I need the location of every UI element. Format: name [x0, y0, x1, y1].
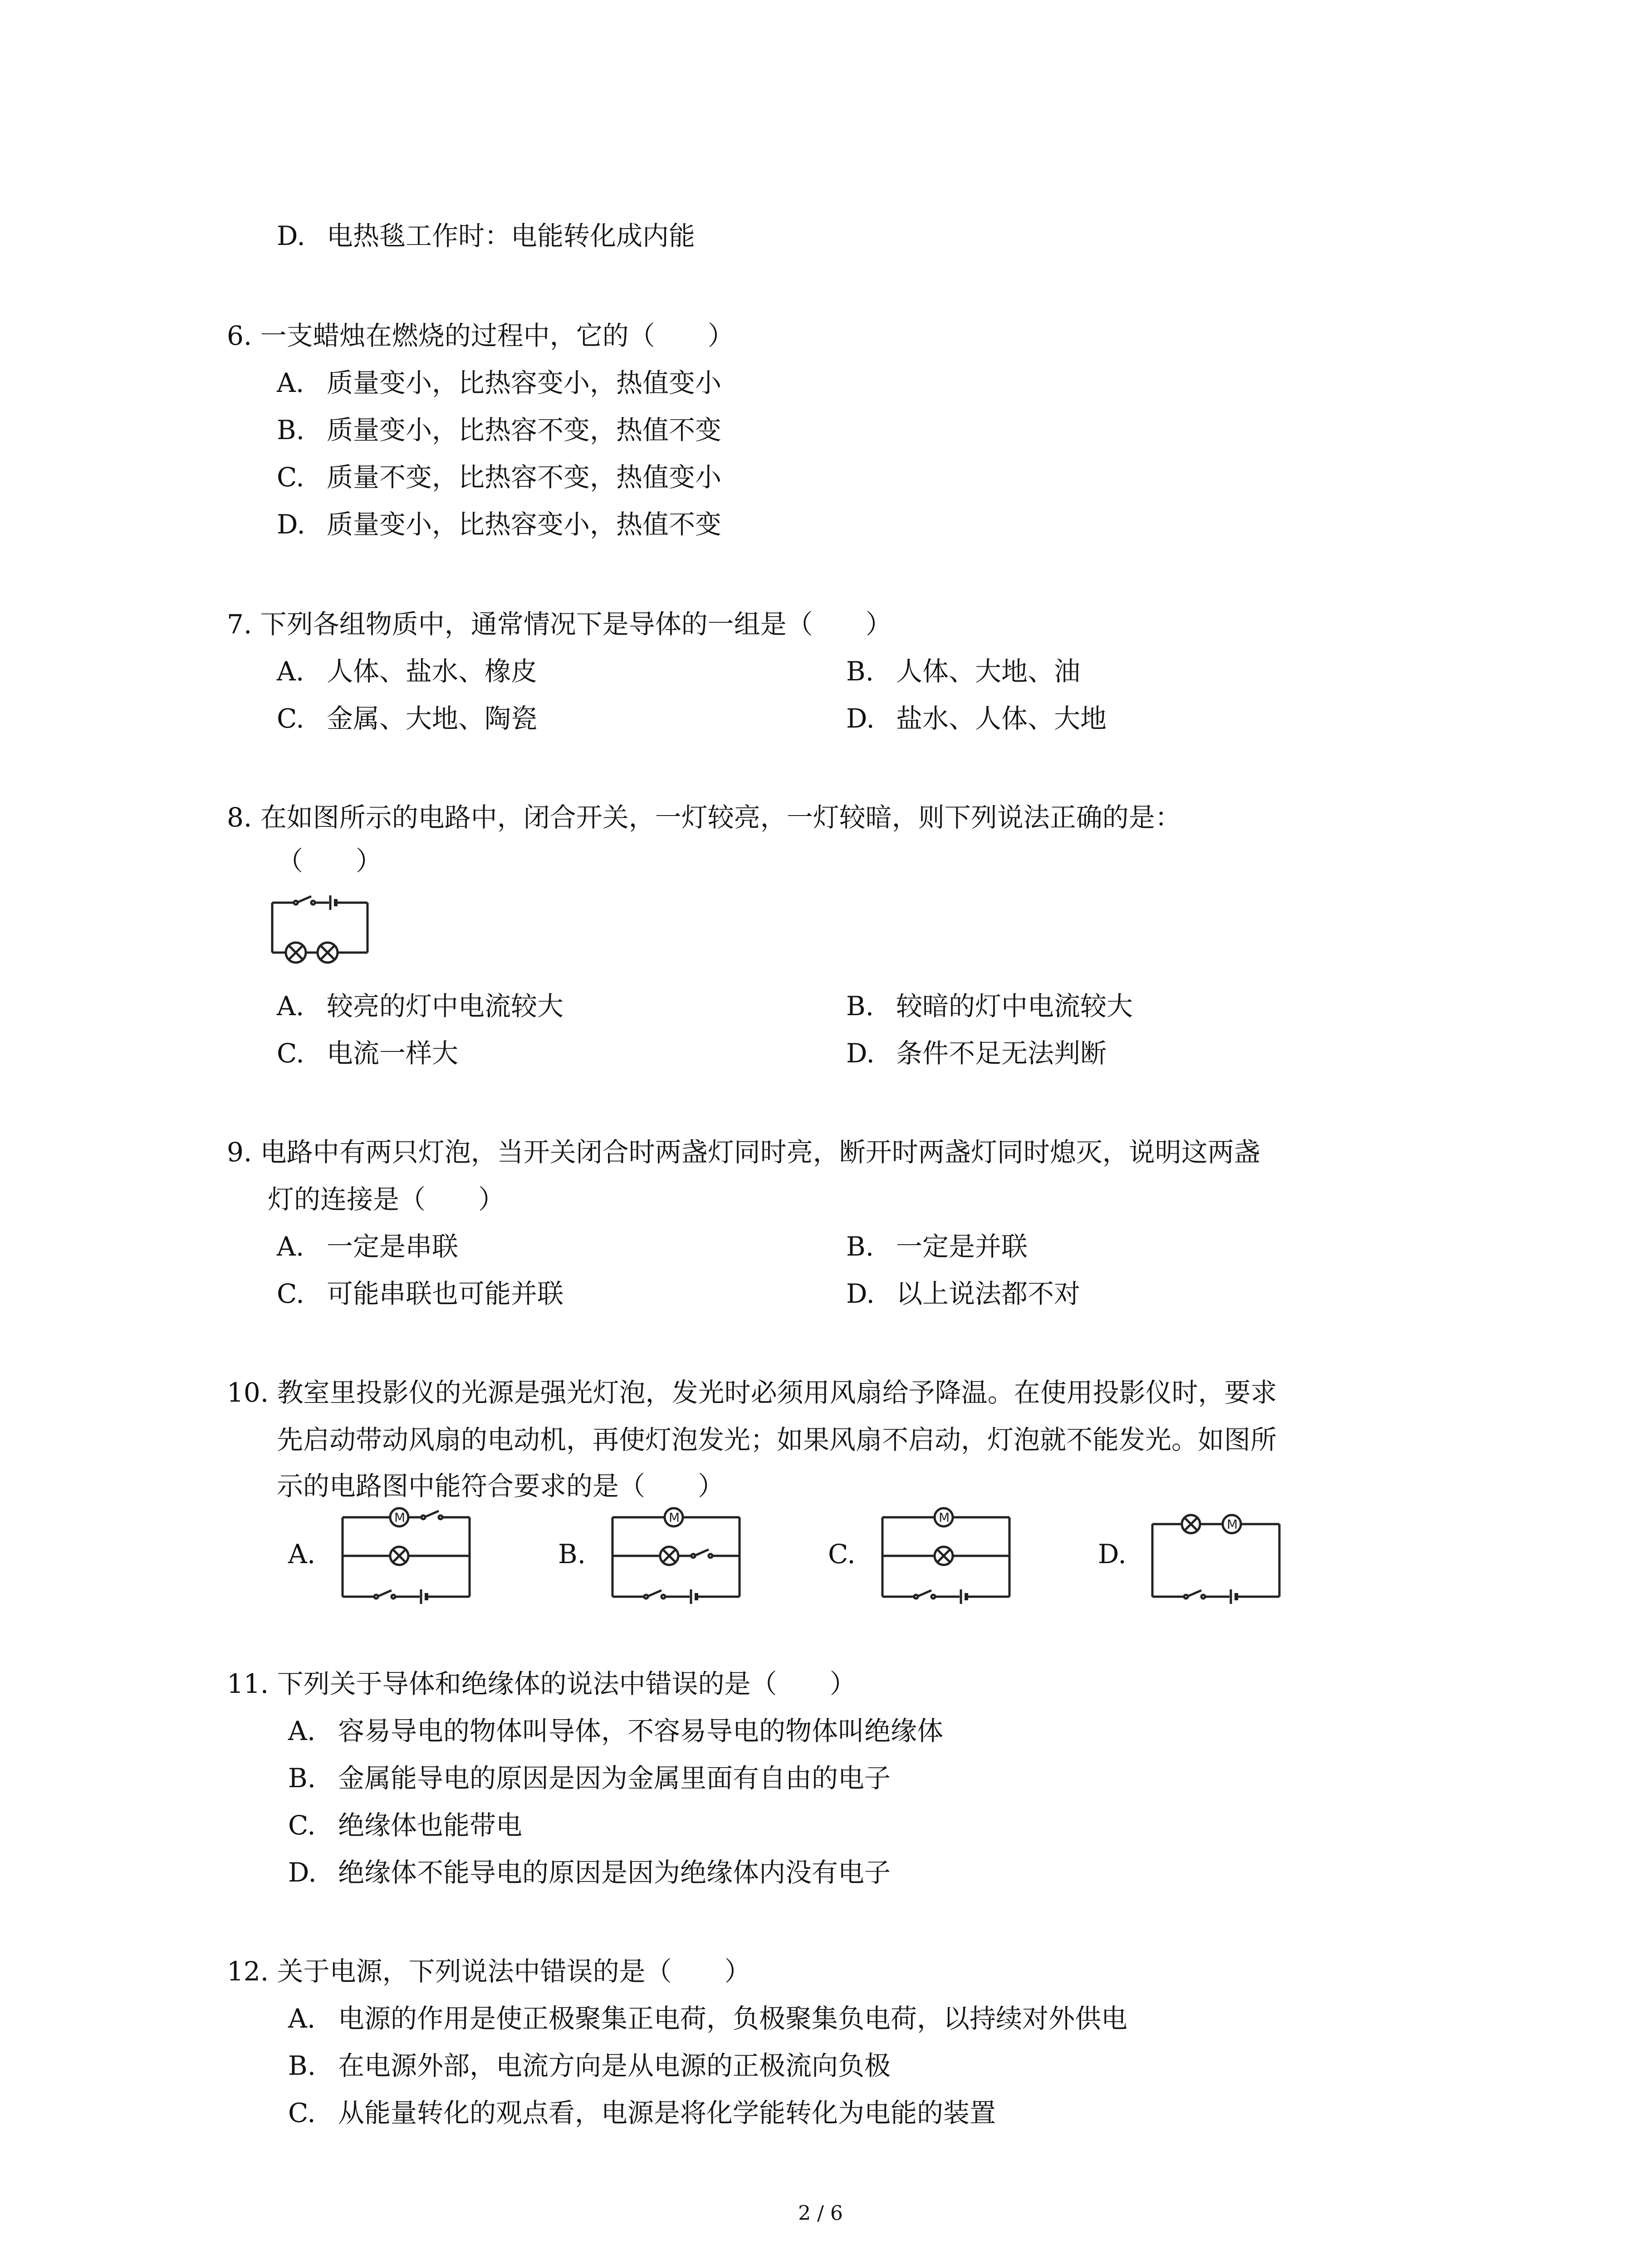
option-text: 较暗的灯中电流较大 — [896, 991, 1133, 1022]
q10-circuit-b — [608, 1510, 749, 1606]
option-letter: A. — [288, 1716, 316, 1746]
motor-symbol: M — [394, 1510, 406, 1525]
q11-option-c — [288, 1809, 522, 1842]
q6-option-d — [277, 508, 721, 541]
q12-option-b — [288, 2049, 891, 2082]
option-text: 可能串联也可能并联 — [327, 1278, 564, 1309]
option-letter: D. — [277, 220, 305, 251]
q11-option-d — [288, 1856, 891, 1889]
q10-circuit-d — [1148, 1510, 1288, 1606]
option-letter: B. — [846, 1231, 874, 1262]
q10-circuit-c — [878, 1510, 1019, 1606]
option-letter: C. — [277, 703, 304, 734]
q9-option-a — [277, 1230, 458, 1263]
option-letter: C. — [288, 1810, 316, 1841]
q10-label-c: C. — [828, 1539, 856, 1569]
option-text: 盐水、人体、大地 — [896, 703, 1107, 734]
option-letter: B. — [288, 1763, 316, 1794]
q7-option-c — [277, 702, 537, 735]
q12-option-c — [288, 2097, 996, 2129]
q10-stem: 10. 教室里投影仪的光源是强光灯泡，发光时必须用风扇给予降温。在使用投影仪时，要求 — [227, 1377, 1277, 1408]
option-letter: C. — [277, 1278, 304, 1309]
option-letter: D. — [846, 1278, 875, 1309]
option-letter: C. — [288, 2097, 316, 2128]
option-text: 在电源外部，电流方向是从电源的正极流向负极 — [338, 2050, 891, 2081]
option-text: 电热毯工作时：电能转化成内能 — [327, 220, 696, 251]
option-letter: B. — [846, 991, 874, 1022]
q6-option-c — [277, 461, 721, 494]
q6-stem: 6. 一支蜡烛在燃烧的过程中，它的（ ） — [227, 320, 734, 351]
option-text: 人体、盐水、橡皮 — [327, 656, 538, 687]
q5-option-d — [277, 220, 695, 252]
motor-symbol: M — [669, 1510, 680, 1525]
option-text: 质量变小，比热容变小，热值不变 — [327, 509, 722, 540]
option-text: 较亮的灯中电流较大 — [327, 991, 564, 1022]
option-text: 从能量转化的观点看，电源是将化学能转化为电能的装置 — [338, 2097, 996, 2128]
option-letter: A. — [277, 991, 304, 1022]
q8-option-a — [277, 990, 563, 1022]
option-text: 以上说法都不对 — [896, 1278, 1081, 1309]
q8-circuit-diagram — [268, 894, 377, 971]
q10-stem-line3: 示的电路图中能符合要求的是（ ） — [277, 1471, 725, 1501]
option-letter: B. — [277, 415, 305, 445]
q12-stem: 12. 关于电源，下列说法中错误的是（ ） — [227, 1956, 751, 1987]
option-text: 一定是串联 — [327, 1231, 459, 1262]
option-text: 条件不足无法判断 — [896, 1038, 1107, 1069]
option-letter: D. — [846, 703, 875, 734]
option-text: 电源的作用是使正极聚集正电荷，负极聚集负电荷，以持续对外供电 — [338, 2003, 1128, 2034]
option-letter: A. — [277, 1231, 304, 1262]
option-letter: A. — [277, 367, 304, 398]
option-letter: D. — [846, 1038, 875, 1069]
q6-option-b — [277, 414, 721, 446]
q8-option-b — [846, 990, 1133, 1022]
option-text: 容易导电的物体叫导体，不容易导电的物体叫绝缘体 — [338, 1716, 944, 1746]
option-letter: C. — [277, 462, 304, 493]
option-text: 质量变小，比热容变小，热值变小 — [327, 367, 722, 398]
option-letter: D. — [288, 1857, 317, 1888]
q10-stem-line2: 先启动带动风扇的电动机，再使灯泡发光；如果风扇不启动，灯泡就不能发光。如图所 — [277, 1424, 1277, 1455]
motor-symbol: M — [1227, 1517, 1238, 1532]
q10-label-d: D. — [1098, 1539, 1127, 1569]
option-letter: D. — [277, 509, 305, 540]
q7-option-b — [846, 655, 1080, 688]
option-letter: B. — [846, 656, 874, 687]
option-letter: A. — [288, 2003, 316, 2034]
page-number: 2 / 6 — [798, 2202, 843, 2225]
q10-label-a: A. — [288, 1539, 316, 1569]
q11-stem: 11. 下列关于导体和绝缘体的说法中错误的是（ ） — [227, 1668, 856, 1699]
q7-option-d — [846, 702, 1107, 735]
option-text: 人体、大地、油 — [896, 656, 1081, 687]
q8-stem: 8. 在如图所示的电路中，闭合开关，一灯较亮，一灯较暗，则下列说法正确的是： — [227, 802, 1181, 833]
q8-option-c — [277, 1037, 458, 1070]
q9-option-d — [846, 1277, 1080, 1310]
q7-option-a — [277, 655, 537, 688]
option-text: 质量变小，比热容不变，热值不变 — [327, 415, 722, 445]
option-text: 绝缘体也能带电 — [338, 1810, 523, 1841]
q8-option-d — [846, 1037, 1107, 1070]
option-text: 金属能导电的原因是因为金属里面有自由的电子 — [338, 1763, 891, 1794]
q9-stem: 9. 电路中有两只灯泡，当开关闭合时两盏灯同时亮，断开时两盏灯同时熄灭，说明这两盏 — [227, 1137, 1260, 1168]
option-letter: C. — [277, 1038, 304, 1069]
q11-option-a — [288, 1715, 943, 1747]
q11-option-b — [288, 1762, 891, 1794]
q8-stem-paren: （ ） — [277, 846, 382, 876]
option-letter: A. — [277, 656, 304, 687]
q6-option-a — [277, 367, 721, 399]
q9-option-c — [277, 1277, 563, 1310]
option-letter: B. — [288, 2050, 316, 2081]
option-text: 质量不变，比热容不变，热值变小 — [327, 462, 722, 493]
option-text: 金属、大地、陶瓷 — [327, 703, 538, 734]
q12-option-a — [288, 2002, 1127, 2035]
q9-stem-line2: 灯的连接是（ ） — [268, 1184, 505, 1215]
option-text: 绝缘体不能导电的原因是因为绝缘体内没有电子 — [338, 1857, 891, 1888]
q7-stem: 7. 下列各组物质中，通常情况下是导体的一组是（ ） — [227, 609, 892, 640]
q9-option-b — [846, 1230, 1028, 1263]
motor-symbol: M — [939, 1510, 950, 1525]
q10-circuit-a — [338, 1510, 479, 1606]
q10-label-b: B. — [558, 1539, 586, 1569]
option-text: 电流一样大 — [327, 1038, 459, 1069]
option-text: 一定是并联 — [896, 1231, 1028, 1262]
